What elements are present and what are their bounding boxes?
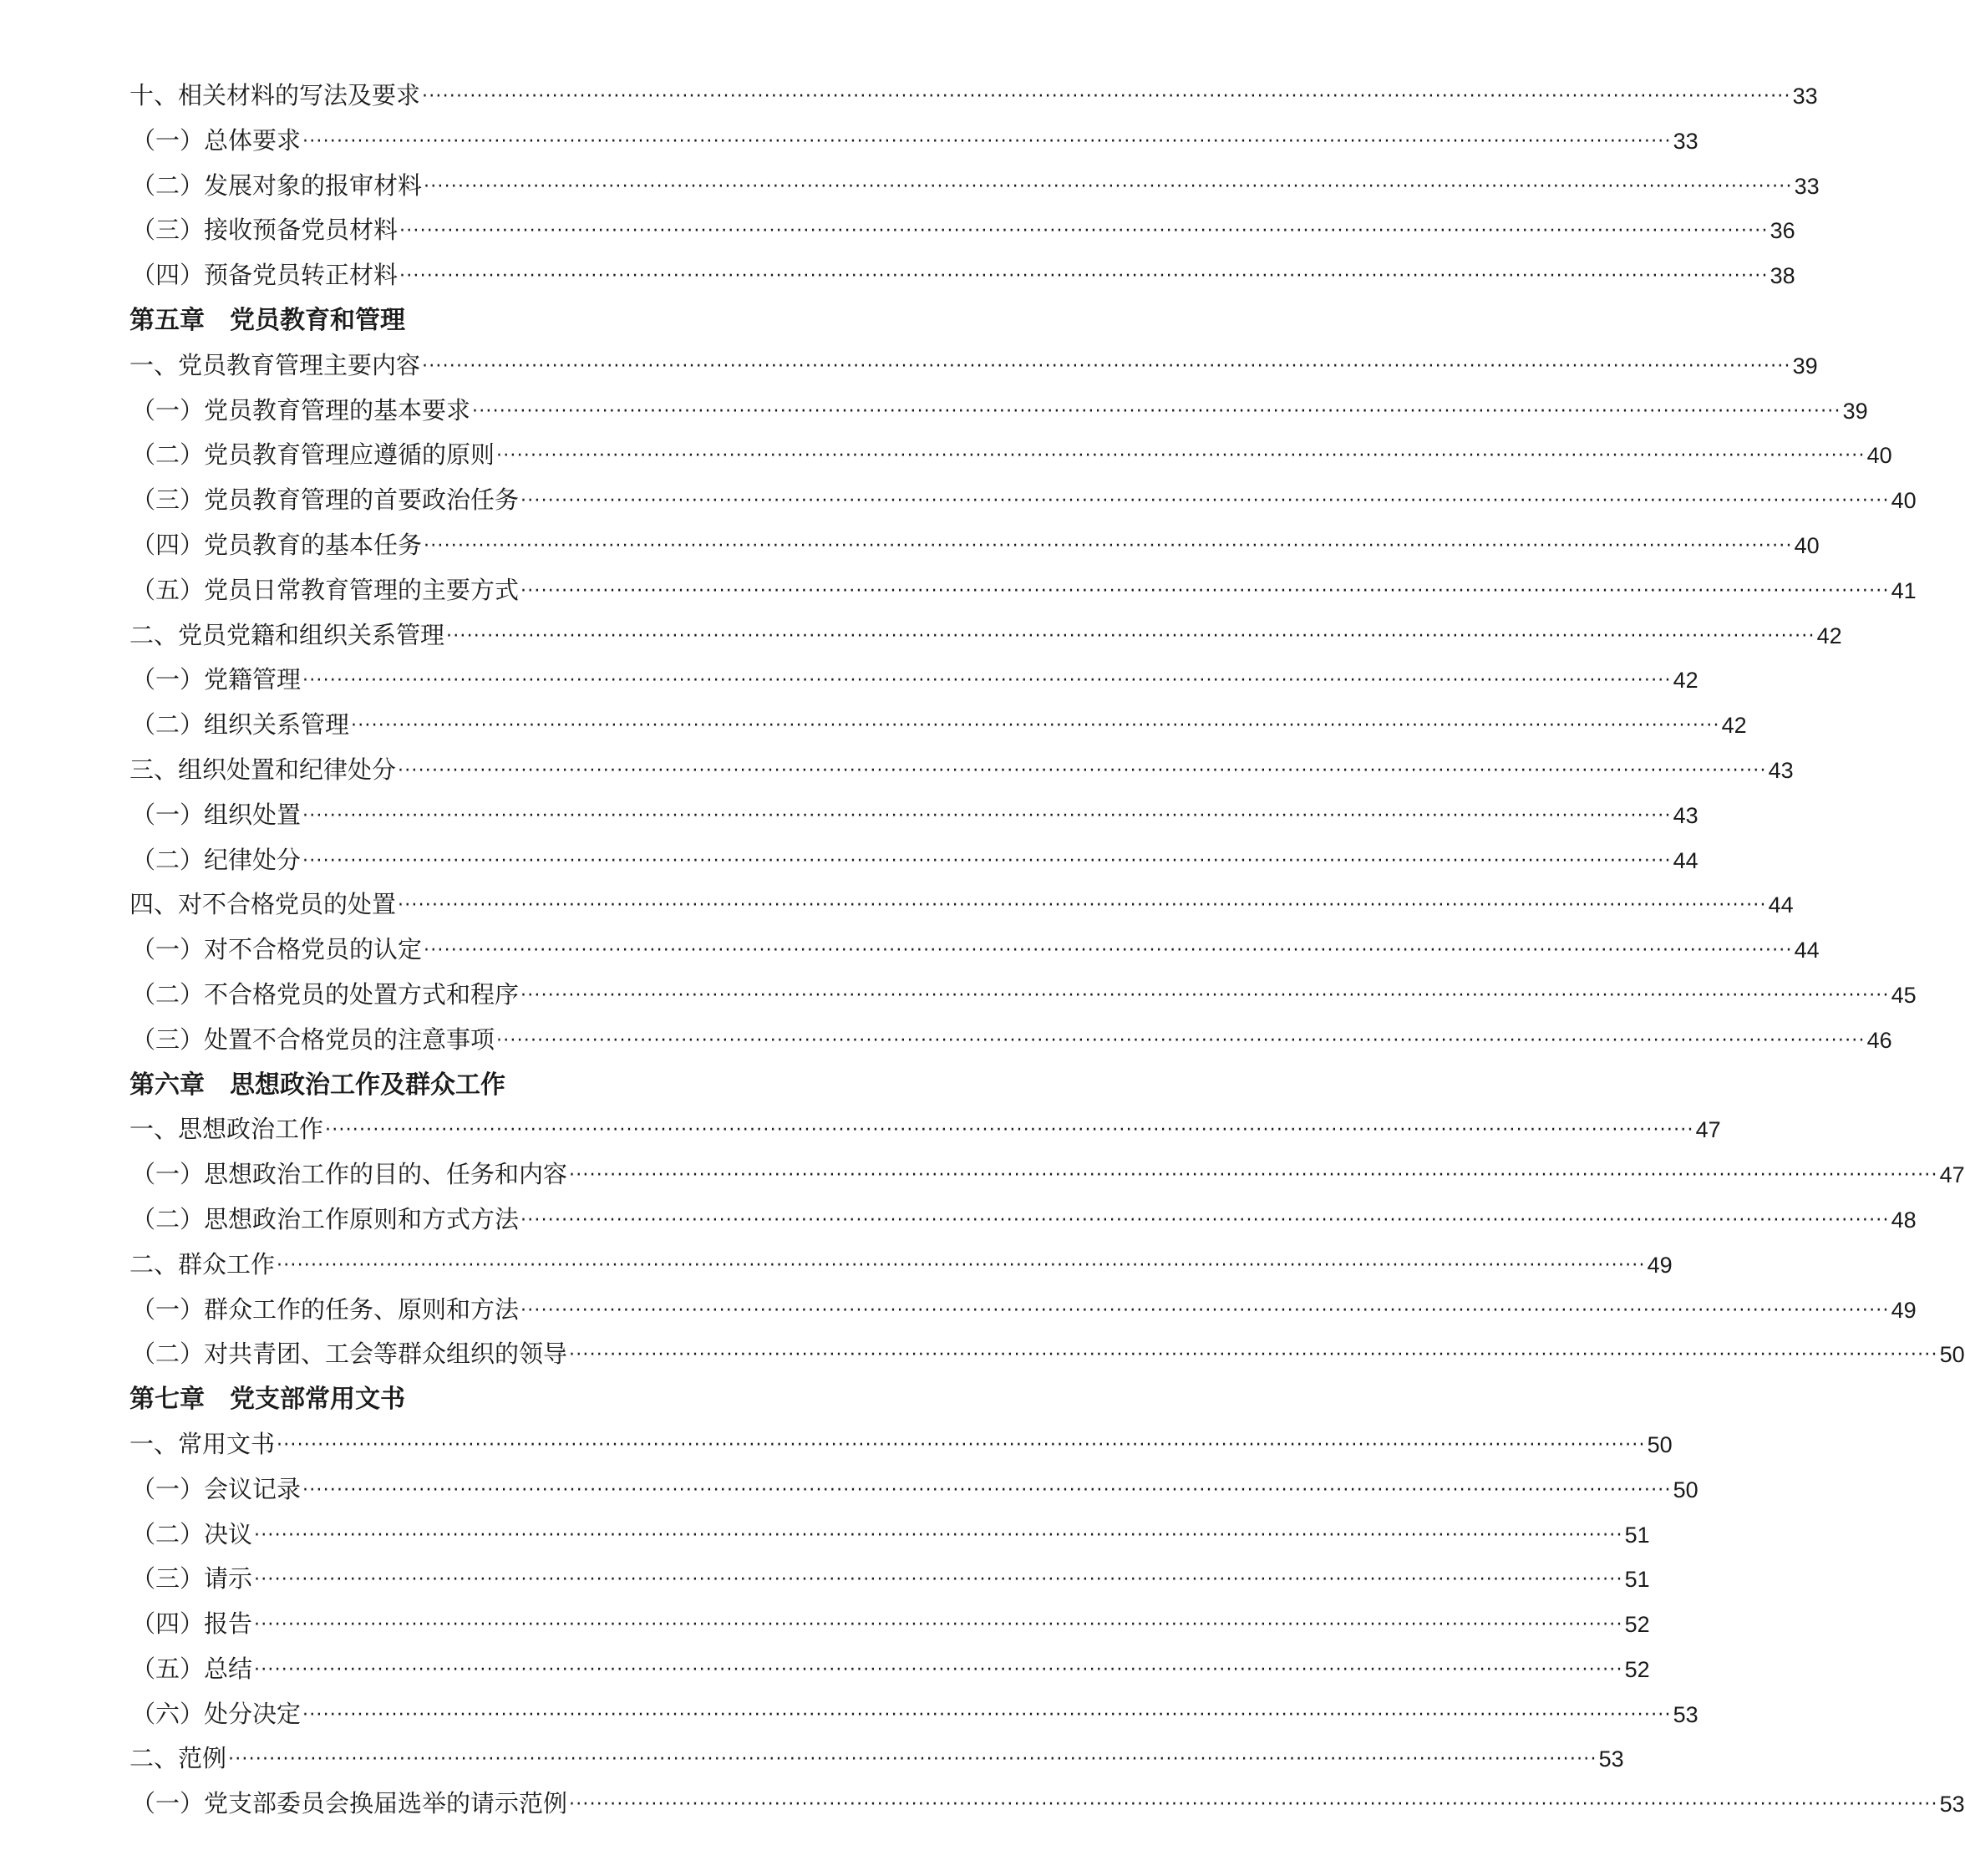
toc-page-number: 51 <box>1624 1522 1650 1548</box>
toc-entry-title: （二）对共青团、工会等群众组织的领导 <box>131 1340 568 1369</box>
toc-page-number: 39 <box>1792 353 1818 379</box>
toc-subsection-entry[interactable] <box>129 658 1698 703</box>
chapter-title: 党员教育和管理 <box>230 305 405 335</box>
dot-leader: ········································································································································································································ <box>520 1299 1890 1321</box>
toc-entry-title: （四）报告 <box>131 1609 253 1639</box>
table-of-contents <box>129 74 1965 1827</box>
toc-page-number: 49 <box>1647 1252 1673 1278</box>
toc-subsection-entry[interactable] <box>129 389 1868 434</box>
chapter-number: 第七章 <box>129 1385 205 1415</box>
toc-page-number: 40 <box>1866 443 1892 469</box>
dot-leader: ········································································································································································································ <box>351 715 1720 737</box>
dot-leader: ········································································································································································································ <box>569 1345 1938 1366</box>
toc-page-number: 38 <box>1770 263 1795 289</box>
toc-page-number: 42 <box>1816 623 1842 648</box>
toc-entry-title: 一、党员教育管理主要内容 <box>129 350 421 379</box>
toc-page-number: 44 <box>1673 847 1698 873</box>
toc-entry-title: （二）组织关系管理 <box>131 710 350 740</box>
dot-leader: ········································································································································································································ <box>302 1704 1672 1726</box>
dot-leader: ········································································································································································································ <box>325 1120 1694 1141</box>
toc-section-entry[interactable] <box>129 1422 1673 1467</box>
toc-subsection-entry[interactable] <box>129 1557 1650 1602</box>
toc-entry-title: （二）纪律处分 <box>131 845 302 874</box>
toc-section-entry[interactable] <box>129 613 1842 658</box>
toc-page-number: 52 <box>1624 1656 1650 1682</box>
chapter-title: 思想政治工作及群众工作 <box>230 1070 505 1100</box>
toc-subsection-entry[interactable] <box>129 433 1892 478</box>
toc-entry-title: （一）党籍管理 <box>131 665 302 694</box>
dot-leader: ········································································································································································································ <box>424 535 1793 557</box>
chapter-heading <box>129 298 933 343</box>
toc-subsection-entry[interactable] <box>129 1332 1965 1377</box>
toc-subsection-entry[interactable] <box>129 1512 1650 1558</box>
toc-subsection-entry[interactable] <box>129 838 1698 883</box>
toc-page-number: 33 <box>1673 128 1698 154</box>
toc-page-number: 43 <box>1768 757 1794 783</box>
toc-subsection-entry[interactable] <box>129 793 1698 838</box>
dot-leader: ········································································································································································································ <box>277 1254 1646 1276</box>
toc-entry-title: （一）思想政治工作的目的、任务和内容 <box>131 1160 568 1189</box>
toc-subsection-entry[interactable] <box>129 253 1795 298</box>
toc-page-number: 33 <box>1792 84 1818 109</box>
dot-leader: ········································································································································································································ <box>302 805 1672 826</box>
toc-entry-title: 四、对不合格党员的处置 <box>129 890 397 919</box>
toc-page-number: 53 <box>1939 1792 1965 1818</box>
toc-subsection-entry[interactable] <box>129 1467 1698 1512</box>
toc-subsection-entry[interactable] <box>129 1288 1917 1333</box>
toc-entry-title: （一）对不合格党员的认定 <box>131 935 423 964</box>
dot-leader: ········································································································································································································ <box>520 491 1890 512</box>
toc-subsection-entry[interactable] <box>129 703 1747 748</box>
chapter-heading <box>129 1377 933 1422</box>
toc-entry-title: 一、常用文书 <box>129 1429 276 1458</box>
toc-subsection-entry[interactable] <box>129 1647 1650 1692</box>
toc-section-entry[interactable] <box>129 1243 1673 1288</box>
toc-subsection-entry[interactable] <box>129 208 1795 253</box>
toc-entry-title: （一）群众工作的任务、原则和方法 <box>131 1294 520 1324</box>
toc-entry-title: （一）会议记录 <box>131 1474 302 1503</box>
toc-entry-title: （三）处置不合格党员的注意事项 <box>131 1024 495 1054</box>
toc-subsection-entry[interactable] <box>129 1152 1965 1197</box>
dot-leader: ········································································································································································································ <box>302 130 1672 152</box>
toc-page-number: 44 <box>1768 892 1794 918</box>
dot-leader: ········································································································································································································ <box>302 850 1672 872</box>
toc-page-number: 44 <box>1794 938 1820 963</box>
dot-leader: ········································································································································································································ <box>422 86 1791 107</box>
toc-entry-title: 二、党员党籍和组织关系管理 <box>129 620 445 649</box>
toc-entry-title: （二）决议 <box>131 1519 253 1548</box>
toc-entry-title: （一）总体要求 <box>131 125 302 155</box>
toc-entry-title: 三、组织处置和纪律处分 <box>129 755 397 784</box>
toc-subsection-entry[interactable] <box>129 1018 1892 1063</box>
dot-leader: ········································································································································································································ <box>520 580 1890 602</box>
dot-leader: ········································································································································································································ <box>424 175 1793 197</box>
toc-page-number: 53 <box>1673 1701 1698 1727</box>
dot-leader: ········································································································································································································ <box>424 940 1793 962</box>
toc-page-number: 47 <box>1939 1162 1965 1188</box>
dot-leader: ········································································································································································································ <box>472 400 1841 422</box>
toc-entry-title: （六）处分决定 <box>131 1699 302 1728</box>
toc-subsection-entry[interactable] <box>129 1692 1698 1737</box>
toc-entry-title: （四）预备党员转正材料 <box>131 261 399 290</box>
toc-page-number: 50 <box>1939 1342 1965 1368</box>
toc-page-number: 50 <box>1673 1477 1698 1502</box>
dot-leader: ········································································································································································································ <box>254 1659 1623 1680</box>
toc-section-entry[interactable] <box>129 1107 1721 1152</box>
toc-section-entry[interactable] <box>129 343 1818 389</box>
toc-entry-title: 二、范例 <box>129 1744 227 1773</box>
toc-subsection-entry[interactable] <box>129 1602 1650 1647</box>
toc-section-entry[interactable] <box>129 1736 1624 1782</box>
dot-leader: ········································································································································································································ <box>398 760 1767 781</box>
toc-section-entry[interactable] <box>129 748 1794 793</box>
chapter-heading <box>129 1063 933 1108</box>
toc-entry-title: 一、思想政治工作 <box>129 1115 324 1144</box>
toc-entry-title: （三）党员教育管理的首要政治任务 <box>131 486 520 515</box>
toc-subsection-entry[interactable] <box>129 973 1917 1018</box>
dot-leader: ········································································································································································································ <box>398 895 1767 917</box>
dot-leader: ········································································································································································································ <box>399 266 1769 287</box>
toc-entry-title: （四）党员教育的基本任务 <box>131 530 423 559</box>
toc-entry-title: （一）党员教育管理的基本要求 <box>131 395 471 425</box>
chapter-title: 党支部常用文书 <box>230 1385 405 1415</box>
dot-leader: ········································································································································································································ <box>277 1434 1646 1456</box>
toc-page-number: 51 <box>1624 1567 1650 1593</box>
toc-page-number: 41 <box>1891 577 1917 603</box>
dot-leader: ········································································································································································································ <box>254 1614 1623 1636</box>
toc-section-entry[interactable] <box>129 74 1818 119</box>
dot-leader: ········································································································································································································ <box>302 1479 1672 1501</box>
toc-page-number: 50 <box>1647 1431 1673 1457</box>
toc-page-number: 40 <box>1891 488 1917 514</box>
toc-page-number: 40 <box>1794 532 1820 558</box>
dot-leader: ········································································································································································································ <box>446 625 1815 647</box>
toc-entry-title: （五）总结 <box>131 1654 253 1683</box>
toc-entry-title: 十、相关材料的写法及要求 <box>129 81 421 109</box>
dot-leader: ········································································································································································································ <box>254 1524 1623 1546</box>
toc-subsection-entry[interactable] <box>129 119 1698 164</box>
toc-subsection-entry[interactable] <box>129 928 1820 973</box>
toc-page-number: 48 <box>1891 1207 1917 1233</box>
toc-page-number: 52 <box>1624 1612 1650 1638</box>
dot-leader: ········································································································································································································ <box>569 1165 1938 1187</box>
toc-page-number: 42 <box>1673 668 1698 694</box>
dot-leader: ········································································································································································································ <box>569 1794 1938 1816</box>
toc-page-number: 36 <box>1770 218 1795 244</box>
toc-page-number: 46 <box>1866 1027 1892 1053</box>
toc-page-number: 53 <box>1598 1746 1624 1772</box>
toc-entry-title: （一）组织处置 <box>131 800 302 829</box>
toc-entry-title: （三）接收预备党员材料 <box>131 216 399 245</box>
toc-page-number: 47 <box>1695 1117 1721 1143</box>
toc-subsection-entry[interactable] <box>129 164 1820 209</box>
dot-leader: ········································································································································································································ <box>422 355 1791 377</box>
toc-entry-title: （二）不合格党员的处置方式和程序 <box>131 979 520 1009</box>
dot-leader: ········································································································································································································ <box>520 984 1890 1006</box>
toc-section-entry[interactable] <box>129 882 1794 928</box>
toc-subsection-entry[interactable] <box>129 478 1917 523</box>
toc-page-number: 49 <box>1891 1297 1917 1323</box>
toc-page-number: 33 <box>1794 173 1820 199</box>
toc-subsection-entry[interactable] <box>129 1197 1917 1243</box>
toc-entry-title: （二）思想政治工作原则和方式方法 <box>131 1204 520 1233</box>
dot-leader: ········································································································································································································ <box>302 670 1672 692</box>
dot-leader: ········································································································································································································ <box>520 1209 1890 1231</box>
dot-leader: ········································································································································································································ <box>496 445 1866 467</box>
dot-leader: ········································································································································································································ <box>399 221 1769 242</box>
toc-page-number: 43 <box>1673 802 1698 828</box>
dot-leader: ········································································································································································································ <box>496 1030 1866 1051</box>
toc-subsection-entry[interactable] <box>129 568 1917 613</box>
chapter-number: 第五章 <box>129 305 205 335</box>
toc-subsection-entry[interactable] <box>129 1782 1965 1827</box>
dot-leader: ········································································································································································································ <box>228 1749 1597 1771</box>
dot-leader: ········································································································································································································ <box>254 1569 1623 1591</box>
toc-entry-title: （五）党员日常教育管理的主要方式 <box>131 575 520 604</box>
toc-page-number: 42 <box>1721 713 1747 739</box>
chapter-number: 第六章 <box>129 1070 205 1100</box>
toc-page-number: 45 <box>1891 982 1917 1008</box>
toc-entry-title: （二）发展对象的报审材料 <box>131 170 423 200</box>
toc-entry-title: 二、群众工作 <box>129 1249 276 1279</box>
toc-subsection-entry[interactable] <box>129 523 1820 568</box>
toc-entry-title: （二）党员教育管理应遵循的原则 <box>131 440 495 470</box>
toc-page-number: 39 <box>1842 398 1868 424</box>
toc-entry-title: （三）请示 <box>131 1564 253 1594</box>
toc-entry-title: （一）党支部委员会换届选举的请示范例 <box>131 1789 568 1818</box>
